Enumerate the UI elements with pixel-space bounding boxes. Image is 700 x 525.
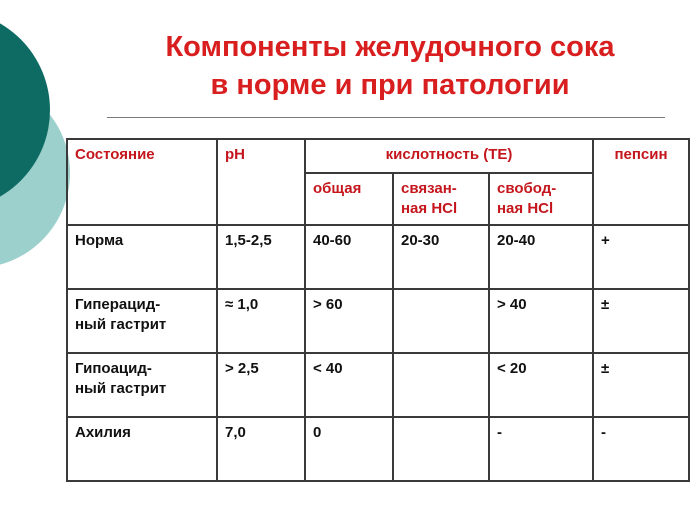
cell-ph: > 2,5 xyxy=(217,353,305,417)
header-acidity: кислотность (ТЕ) xyxy=(305,139,593,173)
table-row xyxy=(67,417,689,481)
cell-free: - xyxy=(489,417,593,481)
header-state: Состояние xyxy=(67,139,217,225)
cell-free: < 20 xyxy=(489,353,593,417)
cell-bound xyxy=(393,353,489,417)
cell-bound xyxy=(393,417,489,481)
decorative-circle-dark xyxy=(0,10,50,210)
header-bound-hcl: связан- ная HCl xyxy=(393,173,489,225)
table-row xyxy=(67,225,689,289)
cell-ph: 1,5-2,5 xyxy=(217,225,305,289)
slide-title xyxy=(90,28,690,104)
cell-total: 0 xyxy=(305,417,393,481)
table-row xyxy=(67,289,689,353)
cell-total: < 40 xyxy=(305,353,393,417)
gastric-juice-table xyxy=(66,138,690,482)
cell-pepsin: - xyxy=(593,417,689,481)
cell-total: 40-60 xyxy=(305,225,393,289)
table-header-row xyxy=(67,139,689,173)
title-line-2: в норме и при патологии xyxy=(210,69,570,101)
cell-ph: 7,0 xyxy=(217,417,305,481)
cell-pepsin: ± xyxy=(593,353,689,417)
cell-bound xyxy=(393,289,489,353)
cell-state: Норма xyxy=(67,225,217,289)
cell-state: Гиперацид- ный гастрит xyxy=(67,289,217,353)
decorative-circle-light xyxy=(0,78,70,268)
cell-bound: 20-30 xyxy=(393,225,489,289)
cell-ph: ≈ 1,0 xyxy=(217,289,305,353)
cell-free: 20-40 xyxy=(489,225,593,289)
cell-pepsin: + xyxy=(593,225,689,289)
table-row xyxy=(67,353,689,417)
cell-free: > 40 xyxy=(489,289,593,353)
title-divider xyxy=(107,117,665,118)
header-total: общая xyxy=(305,173,393,225)
cell-pepsin: ± xyxy=(593,289,689,353)
header-pepsin: пепсин xyxy=(593,139,689,225)
header-free-hcl: свобод- ная HCl xyxy=(489,173,593,225)
title-line-1: Компоненты желудочного сока xyxy=(165,31,615,63)
cell-state: Ахилия xyxy=(67,417,217,481)
cell-state: Гипоацид- ный гастрит xyxy=(67,353,217,417)
header-ph: pH xyxy=(217,139,305,225)
cell-total: > 60 xyxy=(305,289,393,353)
